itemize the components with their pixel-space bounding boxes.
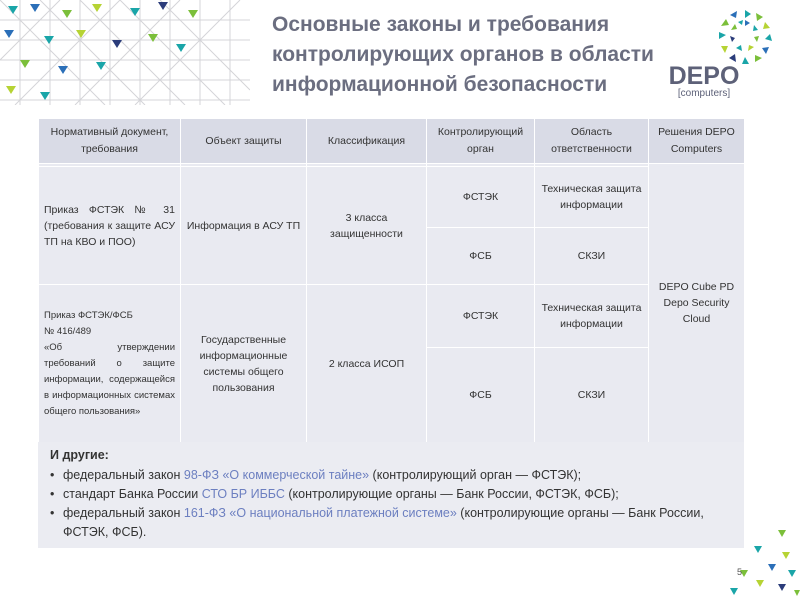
table-header-row (39, 119, 745, 164)
item-text: (контролирующие органы — Банк России, ФСТЭК, ФСБ); (284, 487, 619, 501)
authority-cell: ФСБ (427, 228, 535, 285)
area-cell: СКЗИ (535, 228, 649, 285)
classification-cell: 2 класса ИСОП (307, 285, 427, 443)
doc-line: № 416/489 (44, 325, 92, 337)
doc-cell-fstek31: Приказ ФСТЭК № 31 (требования к защите АСУ ТП на КВО и ПОО) (39, 167, 181, 285)
doc-cell-fstek-fsb (39, 285, 181, 443)
title-line-1: Основные законы и требования (272, 13, 610, 36)
page-number: 5 (737, 567, 743, 577)
item-text: (контролирующие органы — Банк России, ФСТЭК, ФСБ). (63, 506, 704, 539)
object-cell: Информация в АСУ ТП (181, 167, 307, 285)
table-row (39, 285, 745, 348)
header-area: Область ответственности (535, 119, 649, 164)
area-cell: СКЗИ (535, 348, 649, 443)
list-item (50, 485, 740, 504)
logo-sub-text: [computers] (677, 88, 731, 99)
object-cell: Государственные информационные системы общего пользования (181, 285, 307, 443)
authority-cell: ФСТЭК (427, 167, 535, 228)
solutions-cell: DEPO Cube PD Depo Security Cloud (649, 164, 745, 443)
decorative-pattern-top-left (0, 0, 250, 105)
logo-main-text: DEPO (668, 62, 740, 90)
law-link: 161-ФЗ «О национальной платежной системе» (183, 506, 457, 520)
doc-line: Приказ ФСТЭК/ФСБ (44, 309, 133, 321)
header-solutions: Решения DEPO Computers (649, 119, 745, 164)
depo-logo (664, 64, 744, 100)
law-link: 98-ФЗ «О коммерческой тайне» (183, 468, 370, 482)
header-authority: Контролирующий орган (427, 119, 535, 164)
item-text: стандарт Банка России (63, 487, 202, 501)
title-line-2: контролирующих органов в области (272, 43, 654, 66)
list-item (50, 466, 740, 485)
item-text: федеральный закон (63, 506, 184, 520)
authority-cell: ФСБ (427, 348, 535, 443)
doc-line: «Об утверждении требований о защите информации, содержащейся в информационных системах общего пользования» (44, 341, 175, 417)
item-text: федеральный закон (63, 468, 184, 482)
list-item (50, 504, 740, 542)
slide-title (272, 10, 692, 100)
area-cell: Техническая защита информации (535, 285, 649, 348)
authority-cell: ФСТЭК (427, 285, 535, 348)
requirements-table (38, 118, 745, 443)
item-text: (контролирующий орган — ФСТЭК); (369, 468, 582, 482)
depo-logo-ring-icon (716, 8, 774, 66)
title-line-3: информационной безопасности (272, 73, 608, 96)
law-link: СТО БР ИББС (201, 487, 285, 501)
area-cell: Техническая защита информации (535, 167, 649, 228)
other-laws-list (50, 466, 740, 542)
other-laws-box (38, 442, 744, 548)
other-laws-title: И другие: (50, 448, 109, 462)
table-row (39, 167, 745, 228)
classification-cell: 3 класса защищенности (307, 167, 427, 285)
decorative-pattern-bottom-right (690, 500, 800, 600)
header-object: Объект защиты (181, 119, 307, 164)
header-classification: Классификация (307, 119, 427, 164)
header-document: Нормативный документ, требования (39, 119, 181, 164)
